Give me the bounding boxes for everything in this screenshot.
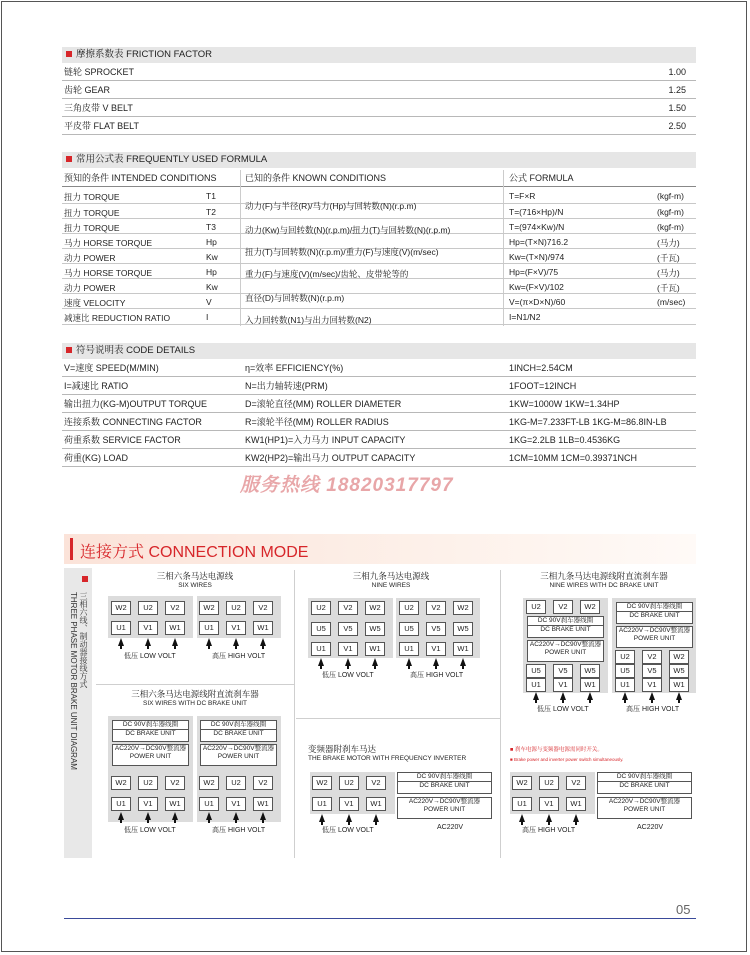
terminal-u2: U2 [226,601,246,615]
terminal-v2: V2 [253,776,273,790]
terminal-u1: U1 [311,642,331,656]
connection-header: 连接方式 CONNECTION MODE [64,534,696,564]
wire-arrow [118,638,124,646]
diagram-title-six-wires-brake: 三相六条马达电源线附直流刹车器 SIX WIRES WITH DC BRAKE UNIT [131,689,259,707]
bottom-rule [64,918,696,919]
terminal-w2: W2 [453,601,473,615]
terminal-w1: W1 [253,621,273,635]
code-header: 符号说明表 CODE DETAILS [62,343,696,359]
table-row: 马力 HORSE TORQUE Hp Hp=(T×N)716.2 (马力) [62,234,696,249]
table-row: V=速度 SPEED(M/MIN) η=效率 EFFICIENCY(%) 1INCH=2.54CM [62,360,696,377]
known-condition: 重力(F)与速度(V)(m/sec)/齿轮、皮带轮等的 [245,269,409,279]
wire-arrow [406,658,412,666]
brake-unit-en: DC BRAKE UNIT [619,782,670,789]
terminal-v5: V5 [642,664,662,678]
wire-arrow [206,812,212,820]
power-unit-cn: AC220V→DC90V整流器 [114,745,187,752]
high-volt-label: 高压 HIGH VOLT [410,672,464,679]
power-unit [616,626,693,648]
terminal-w5: W5 [580,664,600,678]
brake-unit [200,720,277,742]
brake-unit [112,720,189,742]
wire-arrow [345,658,351,666]
terminal-u1: U1 [615,678,635,692]
terminal-u2: U2 [138,776,158,790]
inverter-note: ■ 刹车电源与变频器电源需同时开关。 [510,747,603,753]
wire-arrow [206,638,212,646]
terminal-u5: U5 [311,622,331,636]
brake-unit-cn: DC 90V刹车器线圈 [201,721,276,730]
power-unit-cn: AC220V→DC90V整流器 [608,798,681,805]
low-volt-label: 低压 LOW VOLT [537,706,589,713]
known-condition: 扭力(T)与回转数(N)(r.p.m)/重力(F)与速度(V)(m/sec) [245,247,439,257]
brake-unit-en: DC BRAKE UNIT [419,782,470,789]
side-label: 三相六线、制动器接线方式 THREE PHASE MOTOR BRAKE UNIT DIAGRAM [64,568,92,858]
table-row: 动力 POWER Kw Kw=(F×V)/102 (千瓦) [62,279,696,294]
power-unit-cn: AC220V→DC90V整流器 [618,627,691,634]
brake-unit-cn: DC 90V刹车器线圈 [617,603,692,612]
wire-arrow [172,812,178,820]
terminal-w2: W2 [669,650,689,664]
low-volt-label: 低压 LOW VOLT [124,653,176,660]
brake-unit-en: DC BRAKE UNIT [213,730,264,737]
power-unit-cn: AC220V→DC90V整流器 [529,641,602,648]
terminal-u1: U1 [111,621,131,635]
wire-arrow [533,692,539,700]
terminal-w1: W1 [253,797,273,811]
power-unit [112,744,189,766]
wire-arrow [319,814,325,822]
service-hotline: 服务热线 18820317797 [240,475,454,496]
wire-arrow [373,814,379,822]
brake-unit-cn: DC 90V刹车器线圈 [113,721,188,730]
low-volt-label: 低压 LOW VOLT [124,827,176,834]
wire-arrow [519,814,525,822]
ac220-label: AC220V [437,824,464,831]
brake-unit-en: DC BRAKE UNIT [125,730,176,737]
brake-unit [527,616,604,638]
terminal-w2: W2 [312,776,332,790]
divider [500,570,501,858]
brake-unit [616,602,693,624]
inverter-note-en: ■ Brake power and inverter power switch simultaneously. [510,757,624,762]
terminal-v2: V2 [338,601,358,615]
terminal-u2: U2 [226,776,246,790]
wire-arrow [372,658,378,666]
table-row: 链轮 SPROCKET 1.00 [62,64,696,81]
wire-arrow [172,638,178,646]
terminal-w5: W5 [365,622,385,636]
friction-header: 摩擦系数表 FRICTION FACTOR [62,47,696,63]
terminal-v1: V1 [642,678,662,692]
terminal-w2: W2 [111,601,131,615]
terminal-v1: V1 [226,621,246,635]
power-unit-en: POWER UNIT [623,806,666,813]
wire-arrow [560,692,566,700]
known-condition: 入力回转数(N1)与出力回转数(N2) [245,315,372,325]
terminal-w1: W1 [669,678,689,692]
terminal-w1: W1 [365,642,385,656]
terminal-v2: V2 [566,776,586,790]
high-volt-label: 高压 HIGH VOLT [626,706,680,713]
wire-arrow [118,812,124,820]
terminal-v1: V1 [138,621,158,635]
wire-arrow [433,658,439,666]
terminal-u2: U2 [615,650,635,664]
terminal-v1: V1 [339,797,359,811]
terminal-v1: V1 [539,797,559,811]
known-condition: 直径(D)与回转数(N)(r.p.m) [245,293,345,303]
table-row: 扭力 TORQUE T3 T=(974×Kw)/N (kgf-m) [62,219,696,234]
terminal-w2: W2 [199,601,219,615]
table-row: 扭力 TORQUE T1 T=F×R (kgf-m) [62,188,696,204]
terminal-v2: V2 [553,600,573,614]
terminal-u1: U1 [526,678,546,692]
wire-arrow [346,814,352,822]
brake-unit [597,772,692,794]
power-unit-en: POWER UNIT [423,806,466,813]
known-condition: 动力(F)与半径(R)/马力(Hp)与回转数(N)(r.p.m) [245,201,417,211]
power-unit [527,640,604,662]
divider [294,570,295,858]
terminal-u1: U1 [199,621,219,635]
terminal-w2: W2 [512,776,532,790]
formula-column-headers: 预知的条件 INTENDED CONDITIONS 已知的条件 KNOWN CONDITIONS 公式 FORMULA [62,170,696,187]
terminal-v1: V1 [553,678,573,692]
brake-unit-en: DC BRAKE UNIT [629,612,680,619]
high-volt-label: 高压 HIGH VOLT [212,827,266,834]
terminal-u1: U1 [199,797,219,811]
terminal-w2: W2 [365,601,385,615]
power-unit-cn: AC220V→DC90V整流器 [408,798,481,805]
terminal-u5: U5 [399,622,419,636]
divider [296,718,500,719]
table-row: 荷重系数 SERVICE FACTOR KW1(HP1)=入力马力 INPUT CAPACITY 1KG=2.2LB 1LB=0.4536KG [62,432,696,449]
diagram-title-inverter: 变频器附刹车马达 THE BRAKE MOTOR WITH FREQUENCY INVERTER [308,744,467,762]
wire-arrow [233,812,239,820]
terminal-v2: V2 [165,601,185,615]
diagram-title-six-wires: 三相六条马达电源线 SIX WIRES [156,571,234,589]
terminal-v2: V2 [426,601,446,615]
wire-arrow [622,692,628,700]
terminal-u1: U1 [312,797,332,811]
wire-arrow [460,658,466,666]
terminal-w1: W1 [580,678,600,692]
wire-arrow [318,658,324,666]
power-unit-en: POWER UNIT [129,753,172,760]
table-row: 减速比 REDUCTION RATIO I I=N1/N2 [62,309,696,325]
terminal-w5: W5 [453,622,473,636]
terminal-w1: W1 [165,797,185,811]
terminal-w1: W1 [165,621,185,635]
brake-unit-cn: DC 90V刹车器线圈 [398,773,491,782]
divider [96,684,294,685]
power-unit-en: POWER UNIT [544,649,587,656]
high-volt-label: 高压 HIGH VOLT [212,653,266,660]
wire-arrow [649,692,655,700]
wire-arrow [260,812,266,820]
table-row: 速度 VELOCITY V V=(π×D×N)/60 (m/sec) [62,294,696,309]
table-row: 马力 HORSE TORQUE Hp Hp=(F×V)/75 (马力) [62,264,696,279]
terminal-v5: V5 [553,664,573,678]
terminal-u1: U1 [399,642,419,656]
table-row: 连接系数 CONNECTING FACTOR R=滚轮半径(MM) ROLLER RADIUS 1KG-M=7.233FT-LB 1KG-M=86.8IN-LB [62,414,696,431]
high-volt-label: 高压 HIGH VOLT [522,827,576,834]
terminal-u2: U2 [311,601,331,615]
power-unit [597,797,692,819]
terminal-u2: U2 [138,601,158,615]
ac220-label: AC220V [637,824,664,831]
low-volt-label: 低压 LOW VOLT [322,672,374,679]
terminal-u5: U5 [615,664,635,678]
terminal-v5: V5 [338,622,358,636]
terminal-v2: V2 [165,776,185,790]
table-row: 三角皮带 V BELT 1.50 [62,100,696,117]
low-volt-label: 低压 LOW VOLT [322,827,374,834]
terminal-v1: V1 [226,797,246,811]
diagram-title-nine-wires-brake: 三相九条马达电源线附直流刹车器 NINE WIRES WITH DC BRAKE UNIT [540,571,668,589]
table-row: 荷重(KG) LOAD KW2(HP2)=输出马力 OUTPUT CAPACITY 1CM=10MM 1CM=0.39371NCH [62,450,696,467]
terminal-w1: W1 [566,797,586,811]
wire-arrow [260,638,266,646]
terminal-v5: V5 [426,622,446,636]
terminal-u5: U5 [526,664,546,678]
wire-arrow [145,812,151,820]
diagram-title-nine-wires: 三相九条马达电源线 NINE WIRES [352,571,430,589]
terminal-v2: V2 [366,776,386,790]
brake-unit-cn: DC 90V刹车器线圈 [598,773,691,782]
brake-unit-cn: DC 90V刹车器线圈 [528,617,603,626]
wire-arrow [573,814,579,822]
terminal-v1: V1 [338,642,358,656]
terminal-w2: W2 [111,776,131,790]
wire-arrow [233,638,239,646]
terminal-w5: W5 [669,664,689,678]
terminal-w1: W1 [453,642,473,656]
terminal-u2: U2 [539,776,559,790]
terminal-v2: V2 [253,601,273,615]
brake-unit-en: DC BRAKE UNIT [540,626,591,633]
terminal-u1: U1 [111,797,131,811]
power-unit [397,797,492,819]
terminal-w2: W2 [199,776,219,790]
terminal-u1: U1 [512,797,532,811]
brake-unit [397,772,492,794]
table-row: I=减速比 RATIO N=出力轴转速(PRM) 1FOOT=12INCH [62,378,696,395]
terminal-v2: V2 [642,650,662,664]
table-row: 平皮带 FLAT BELT 2.50 [62,118,696,135]
wire-arrow [546,814,552,822]
page-number: 05 [676,902,691,917]
terminal-w1: W1 [366,797,386,811]
table-row: 动力 POWER Kw Kw=(T×N)/974 (千瓦) [62,249,696,264]
power-unit [200,744,277,766]
terminal-v1: V1 [138,797,158,811]
power-unit-en: POWER UNIT [217,753,260,760]
terminal-u2: U2 [339,776,359,790]
known-condition: 动力(Kw)与回转数(N)(r.p.m)/扭力(T)与回转数(N)(r.p.m) [245,225,451,235]
wire-arrow [676,692,682,700]
terminal-v1: V1 [426,642,446,656]
terminal-u2: U2 [526,600,546,614]
terminal-u2: U2 [399,601,419,615]
wire-arrow [587,692,593,700]
power-unit-cn: AC220V→DC90V整流器 [202,745,275,752]
power-unit-en: POWER UNIT [633,635,676,642]
wire-arrow [145,638,151,646]
formula-header: 常用公式表 FREQUENTLY USED FORMULA [62,152,696,168]
table-row: 扭力 TORQUE T2 T=(716×Hp)/N (kgf-m) [62,204,696,219]
terminal-w2: W2 [580,600,600,614]
table-row: 齿轮 GEAR 1.25 [62,82,696,99]
table-row: 输出扭力(KG-M)OUTPUT TORQUE D=滚轮直径(MM) ROLLER DIAMETER 1KW=1000W 1KW=1.34HP [62,396,696,413]
